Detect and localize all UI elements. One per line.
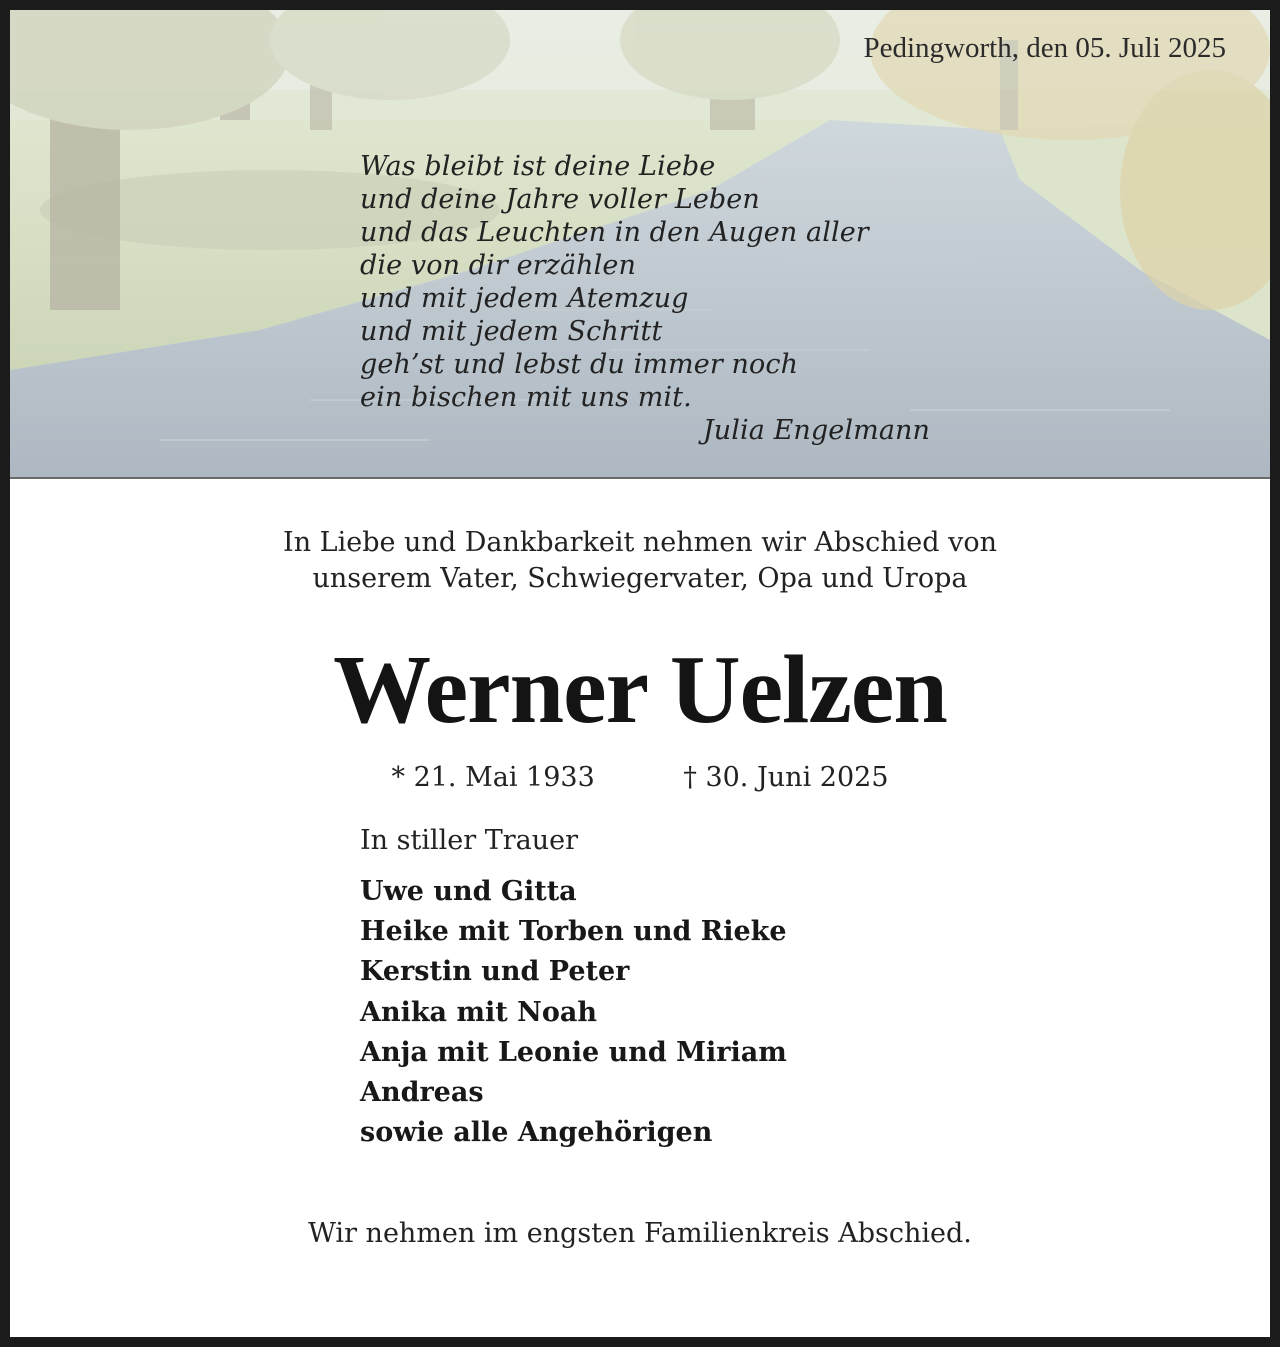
place-and-date: Pedingworth, den 05. Juli 2025 xyxy=(863,32,1226,64)
mourner-entry: Kerstin und Peter xyxy=(360,956,630,988)
poem-line: und deine Jahre voller Leben xyxy=(360,184,760,215)
poem-line: Was bleibt ist deine Liebe xyxy=(360,151,716,182)
poem-line: die von dir erzählen xyxy=(360,250,636,281)
mourner-entry: Anja mit Leonie und Miriam xyxy=(360,1036,787,1068)
poem-line: und mit jedem Schritt xyxy=(360,316,663,347)
mourners-list xyxy=(360,872,787,1153)
birth-date: * 21. Mai 1933 xyxy=(391,762,595,793)
intro-line: In Liebe und Dankbarkeit nehmen wir Abschied von xyxy=(283,527,997,558)
poem-line: geh’st und lebst du immer noch xyxy=(360,349,799,380)
intro-line: unserem Vater, Schwiegervater, Opa und Uropa xyxy=(312,563,968,594)
intro-text xyxy=(10,525,1270,597)
mourner-entry: sowie alle Angehörigen xyxy=(360,1117,713,1149)
poem-line: ein bischen mit uns mit. xyxy=(360,382,692,413)
life-dates xyxy=(10,762,1270,793)
mourner-entry: Anika mit Noah xyxy=(360,996,597,1028)
park-river-photo xyxy=(10,10,1270,479)
mourning-heading: In stiller Trauer xyxy=(360,825,579,856)
poem xyxy=(360,150,930,447)
deceased-name: Werner Uelzen xyxy=(333,636,947,744)
poem-author: Julia Engelmann xyxy=(702,415,930,446)
closing-note: Wir nehmen im engsten Familienkreis Abschied. xyxy=(308,1218,972,1249)
poem-line: und das Leuchten in den Augen aller xyxy=(360,217,869,248)
mourner-entry: Heike mit Torben und Rieke xyxy=(360,916,787,948)
poem-line: und mit jedem Atemzug xyxy=(360,283,689,314)
mourner-entry: Uwe und Gitta xyxy=(360,876,577,907)
death-date: † 30. Juni 2025 xyxy=(683,762,889,793)
mourner-entry: Andreas xyxy=(360,1077,484,1109)
